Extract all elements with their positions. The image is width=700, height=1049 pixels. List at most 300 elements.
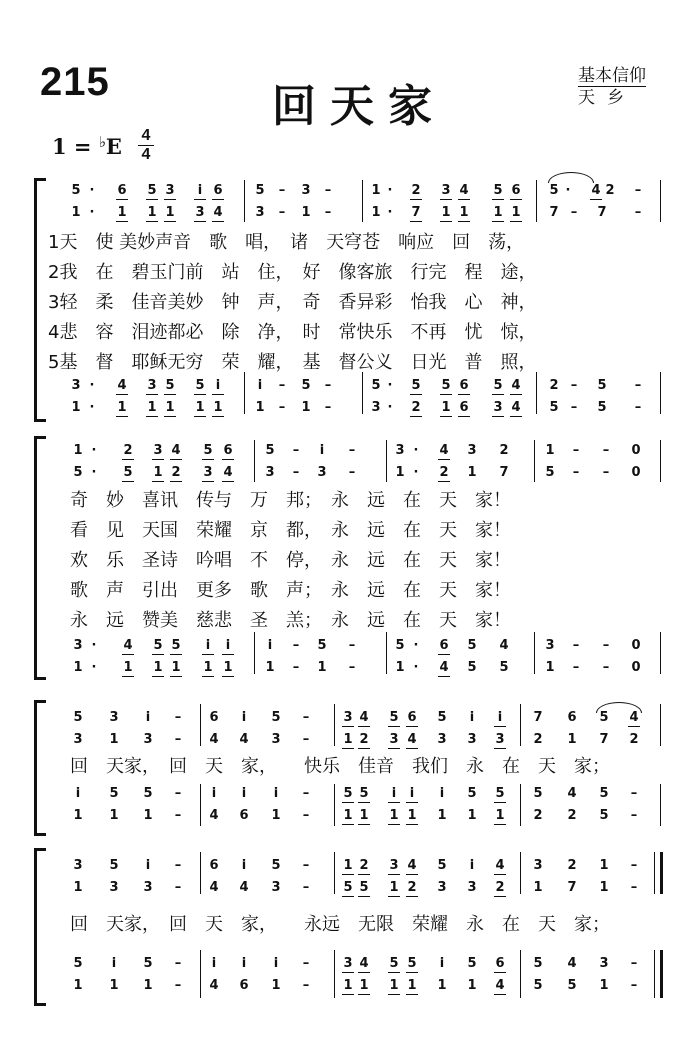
note: 1 — [395, 660, 405, 675]
note: 2 — [533, 808, 543, 823]
note: 2 — [495, 880, 505, 895]
note: 1 — [599, 978, 609, 993]
note: 1 — [317, 660, 327, 675]
note: 1 — [165, 400, 175, 415]
note: 4 — [239, 732, 249, 747]
note: · — [413, 465, 419, 480]
note: 5 — [599, 710, 609, 725]
barline — [660, 704, 661, 746]
barline — [254, 440, 255, 482]
note: 5 — [549, 400, 559, 415]
note: 4 — [123, 638, 133, 653]
lyric-verse-3: 欢 乐 圣诗 吟唱 不 停， 永 远 在 天 家！ — [70, 550, 511, 571]
note: · — [89, 378, 95, 393]
note: · — [91, 660, 97, 675]
note: i — [469, 710, 475, 725]
note: – — [630, 808, 638, 823]
note: 5 — [271, 710, 281, 725]
barline — [200, 852, 201, 894]
note: – — [324, 400, 332, 415]
note: – — [348, 660, 356, 675]
lyric-verse-1: 1天 使 美妙声音 歌 唱， 诸 天穹苍 响应 回 荡， — [48, 232, 525, 253]
note: – — [602, 465, 610, 480]
note: 3 — [599, 956, 609, 971]
note: · — [89, 205, 95, 220]
note: 5 — [195, 378, 205, 393]
note: 1 — [359, 808, 369, 823]
note: 4 — [439, 660, 449, 675]
note: · — [413, 660, 419, 675]
note: 3 — [73, 638, 83, 653]
note: 5 — [533, 786, 543, 801]
note: 5 — [395, 638, 405, 653]
note: 1 — [117, 400, 127, 415]
note: – — [174, 710, 182, 725]
note: – — [630, 880, 638, 895]
barline — [334, 704, 335, 746]
note: 5 — [533, 978, 543, 993]
note: 1 — [153, 660, 163, 675]
note: 1 — [265, 660, 275, 675]
note: 1 — [459, 205, 469, 220]
note: 1 — [109, 978, 119, 993]
final-barline-thin — [654, 950, 655, 998]
note: 0 — [631, 638, 641, 653]
system-brace — [34, 178, 46, 422]
note: · — [387, 400, 393, 415]
note: 1 — [147, 400, 157, 415]
note: 1 — [467, 978, 477, 993]
note: 7 — [533, 710, 543, 725]
note: – — [278, 205, 286, 220]
note: 1 — [73, 443, 83, 458]
note: – — [572, 660, 580, 675]
note: 4 — [213, 205, 223, 220]
note: 5 — [143, 786, 153, 801]
note: 1 — [599, 858, 609, 873]
note: 3 — [545, 638, 555, 653]
note: 3 — [109, 710, 119, 725]
note: 3 — [437, 880, 447, 895]
hymn-number: 215 — [40, 60, 110, 104]
note: 5 — [495, 786, 505, 801]
note: 3 — [371, 400, 381, 415]
note: 4 — [209, 880, 219, 895]
note: 3 — [495, 732, 505, 747]
note: 1 — [343, 732, 353, 747]
key-label: 1 = — [52, 134, 99, 159]
note: 1 — [171, 660, 181, 675]
note: 5 — [265, 443, 275, 458]
note: 2 — [567, 808, 577, 823]
note: i — [257, 378, 263, 393]
note: – — [302, 786, 310, 801]
note: 4 — [629, 710, 639, 725]
note: 5 — [599, 808, 609, 823]
note: – — [324, 205, 332, 220]
note: 1 — [467, 465, 477, 480]
note: – — [570, 205, 578, 220]
note: 1 — [271, 808, 281, 823]
note: i — [267, 638, 273, 653]
note: i — [241, 786, 247, 801]
note: – — [174, 808, 182, 823]
note: i — [439, 956, 445, 971]
final-barline-thick — [660, 852, 663, 894]
final-barline-thin — [654, 852, 655, 894]
note: – — [348, 443, 356, 458]
note: 3 — [271, 732, 281, 747]
note: 4 — [209, 808, 219, 823]
note: – — [572, 443, 580, 458]
note: 5 — [123, 465, 133, 480]
note: · — [91, 443, 97, 458]
note: 1 — [343, 978, 353, 993]
note: – — [634, 400, 642, 415]
note: 3 — [395, 443, 405, 458]
note: 5 — [203, 443, 213, 458]
note: – — [634, 378, 642, 393]
note: 4 — [567, 786, 577, 801]
note: 5 — [73, 465, 83, 480]
note: i — [145, 858, 151, 873]
note: 4 — [499, 638, 509, 653]
note: 5 — [109, 786, 119, 801]
note: · — [387, 183, 393, 198]
note: 1 — [143, 808, 153, 823]
note: 0 — [631, 443, 641, 458]
note: 5 — [73, 956, 83, 971]
note: – — [630, 956, 638, 971]
note: i — [111, 956, 117, 971]
note: 3 — [389, 732, 399, 747]
note: – — [302, 880, 310, 895]
note: 6 — [213, 183, 223, 198]
note: 2 — [605, 183, 615, 198]
note: 4 — [407, 732, 417, 747]
note: · — [413, 443, 419, 458]
note: – — [292, 465, 300, 480]
note: 5 — [549, 183, 559, 198]
note: 3 — [493, 400, 503, 415]
note: 6 — [459, 378, 469, 393]
note: 1 — [545, 660, 555, 675]
note: 1 — [493, 205, 503, 220]
note: – — [174, 858, 182, 873]
note: 3 — [441, 183, 451, 198]
note: 6 — [459, 400, 469, 415]
note: 1 — [389, 880, 399, 895]
note: 3 — [203, 465, 213, 480]
note: – — [348, 638, 356, 653]
note: – — [630, 858, 638, 873]
barline — [534, 440, 535, 482]
note: 7 — [599, 732, 609, 747]
note: 1 — [395, 465, 405, 480]
note: 6 — [511, 183, 521, 198]
note: i — [212, 378, 224, 395]
note: 3 — [73, 858, 83, 873]
note: 7 — [597, 205, 607, 220]
note: 5 — [437, 858, 447, 873]
note: – — [570, 378, 578, 393]
note: 5 — [73, 710, 83, 725]
note: i — [75, 786, 81, 801]
note: 1 — [437, 978, 447, 993]
note: 5 — [597, 378, 607, 393]
note: 1 — [165, 205, 175, 220]
note: 2 — [411, 183, 421, 198]
note: 4 — [511, 378, 521, 393]
note: 5 — [533, 956, 543, 971]
note: i — [494, 710, 506, 727]
note: 1 — [437, 808, 447, 823]
note: 5 — [301, 378, 311, 393]
note: 5 — [437, 710, 447, 725]
key-signature — [52, 134, 122, 159]
note: 5 — [371, 378, 381, 393]
note: 5 — [493, 183, 503, 198]
note: 1 — [71, 205, 81, 220]
note: 3 — [71, 378, 81, 393]
note: 3 — [109, 880, 119, 895]
note: 1 — [301, 400, 311, 415]
note: · — [89, 183, 95, 198]
note: 4 — [117, 378, 127, 393]
note: – — [634, 205, 642, 220]
lyric-verse-3: 3轻 柔 佳音美妙 钟 声， 奇 香异彩 怡我 心 神， — [48, 292, 537, 313]
barline — [520, 852, 521, 894]
note: 5 — [567, 978, 577, 993]
note: – — [630, 978, 638, 993]
note: 2 — [567, 858, 577, 873]
note: – — [634, 183, 642, 198]
note: 1 — [73, 978, 83, 993]
note: – — [570, 400, 578, 415]
note: – — [302, 808, 310, 823]
note: 5 — [343, 786, 353, 801]
note: 5 — [343, 880, 353, 895]
note: 6 — [209, 710, 219, 725]
note: i — [145, 710, 151, 725]
note: 1 — [511, 205, 521, 220]
note: – — [302, 978, 310, 993]
note: – — [278, 400, 286, 415]
note: 3 — [301, 183, 311, 198]
note: 3 — [467, 732, 477, 747]
note: 4 — [359, 710, 369, 725]
note: 6 — [495, 956, 505, 971]
note: 1 — [371, 205, 381, 220]
system-brace — [34, 848, 46, 1006]
note: 5 — [493, 378, 503, 393]
note: 7 — [499, 465, 509, 480]
note: 3 — [73, 732, 83, 747]
note: – — [630, 786, 638, 801]
note: 1 — [223, 660, 233, 675]
tie-arc — [548, 172, 594, 183]
note: 2 — [629, 732, 639, 747]
note: 3 — [143, 732, 153, 747]
barline — [660, 372, 661, 414]
barline — [200, 950, 201, 998]
barline — [200, 784, 201, 826]
barline — [660, 632, 661, 674]
note: 5 — [389, 956, 399, 971]
barline — [362, 372, 363, 414]
barline — [660, 180, 661, 222]
note: 5 — [545, 465, 555, 480]
note: 4 — [209, 978, 219, 993]
note: 1 — [467, 808, 477, 823]
note: 2 — [123, 443, 133, 458]
note: · — [387, 205, 393, 220]
note: · — [89, 400, 95, 415]
note: 4 — [459, 183, 469, 198]
note: 3 — [255, 205, 265, 220]
note: 1 — [407, 808, 417, 823]
note: i — [439, 786, 445, 801]
note: 5 — [359, 880, 369, 895]
lyric-verse-2: 2我 在 碧玉门前 站 住， 好 像客旅 行完 程 途， — [48, 262, 537, 283]
note: 1 — [389, 808, 399, 823]
barline — [520, 950, 521, 998]
barline — [520, 784, 521, 826]
note: 4 — [495, 858, 505, 873]
note: – — [292, 443, 300, 458]
note: 1 — [441, 205, 451, 220]
note: 2 — [533, 732, 543, 747]
note: – — [302, 732, 310, 747]
note: 2 — [359, 858, 369, 873]
note: – — [292, 660, 300, 675]
note: 3 — [437, 732, 447, 747]
note: – — [572, 638, 580, 653]
note: 6 — [407, 710, 417, 725]
note: 3 — [265, 465, 275, 480]
note: 1 — [495, 808, 505, 823]
note: 3 — [343, 956, 353, 971]
note: 6 — [239, 978, 249, 993]
note: 1 — [567, 732, 577, 747]
lyric-verse-2: 看 见 天国 荣耀 京 都， 永 远 在 天 家！ — [70, 520, 511, 541]
note: – — [292, 638, 300, 653]
note: i — [241, 956, 247, 971]
note: i — [406, 786, 418, 803]
note: 6 — [567, 710, 577, 725]
barline — [520, 704, 521, 746]
note: – — [174, 956, 182, 971]
note: 4 — [407, 858, 417, 873]
note: 5 — [407, 956, 417, 971]
time-bottom: 4 — [141, 146, 151, 163]
note: 2 — [407, 880, 417, 895]
note: i — [211, 956, 217, 971]
note: 6 — [209, 858, 219, 873]
note: 5 — [317, 638, 327, 653]
note: 5 — [255, 183, 265, 198]
note: – — [324, 183, 332, 198]
note: i — [222, 638, 234, 655]
note: 6 — [117, 183, 127, 198]
note: – — [602, 638, 610, 653]
lyric-verse-1: 奇 妙 喜讯 传与 万 邦； 永 远 在 天 家！ — [70, 490, 511, 511]
note: 0 — [631, 660, 641, 675]
note: 1 — [147, 205, 157, 220]
note: 4 — [439, 443, 449, 458]
note: 4 — [239, 880, 249, 895]
note: 1 — [153, 465, 163, 480]
note: 1 — [73, 880, 83, 895]
note: i — [388, 786, 400, 803]
note: 6 — [439, 638, 449, 653]
barline — [362, 180, 363, 222]
note: – — [302, 956, 310, 971]
note: i — [469, 858, 475, 873]
note: – — [602, 660, 610, 675]
note: 3 — [467, 880, 477, 895]
note: 7 — [411, 205, 421, 220]
note: 5 — [389, 710, 399, 725]
note: i — [202, 638, 214, 655]
note: 1 — [109, 732, 119, 747]
note: i — [211, 786, 217, 801]
flat-symbol: ♭ — [98, 133, 106, 151]
note: 5 — [143, 956, 153, 971]
note: – — [174, 732, 182, 747]
time-signature — [138, 128, 154, 163]
note: 3 — [467, 443, 477, 458]
note: i — [241, 710, 247, 725]
note: 5 — [171, 638, 181, 653]
note: 5 — [109, 858, 119, 873]
hymn-title: 回天家 — [272, 81, 446, 132]
note: 5 — [71, 183, 81, 198]
barline — [534, 632, 535, 674]
note: · — [387, 378, 393, 393]
lyric-refrain-1: 回 天家， 回 天 家， 快乐 佳音 我们 永 在 天 家； — [70, 756, 610, 777]
note: – — [174, 978, 182, 993]
note: i — [273, 786, 279, 801]
note: 1 — [73, 660, 83, 675]
note: 1 — [123, 660, 133, 675]
barline — [254, 632, 255, 674]
note: i — [273, 956, 279, 971]
note: 2 — [171, 465, 181, 480]
note: 1 — [599, 880, 609, 895]
barline — [536, 180, 537, 222]
note: 4 — [495, 978, 505, 993]
tune-name: 天乡 — [578, 88, 636, 108]
lyric-refrain-2: 回 天家， 回 天 家， 永远 无限 荣耀 永 在 天 家； — [70, 914, 610, 935]
note: – — [572, 465, 580, 480]
note: 1 — [441, 400, 451, 415]
note: 1 — [117, 205, 127, 220]
barline — [660, 440, 661, 482]
lyric-verse-4: 歌 声 引出 更多 歌 声； 永 远 在 天 家！ — [70, 580, 511, 601]
note: 1 — [389, 978, 399, 993]
note: 0 — [631, 465, 641, 480]
note: – — [348, 465, 356, 480]
note: 1 — [73, 808, 83, 823]
note: 3 — [389, 858, 399, 873]
note: i — [194, 183, 206, 200]
note: 2 — [549, 378, 559, 393]
barline — [244, 372, 245, 414]
system-brace — [34, 436, 46, 680]
note: 1 — [213, 400, 223, 415]
note: · — [413, 638, 419, 653]
